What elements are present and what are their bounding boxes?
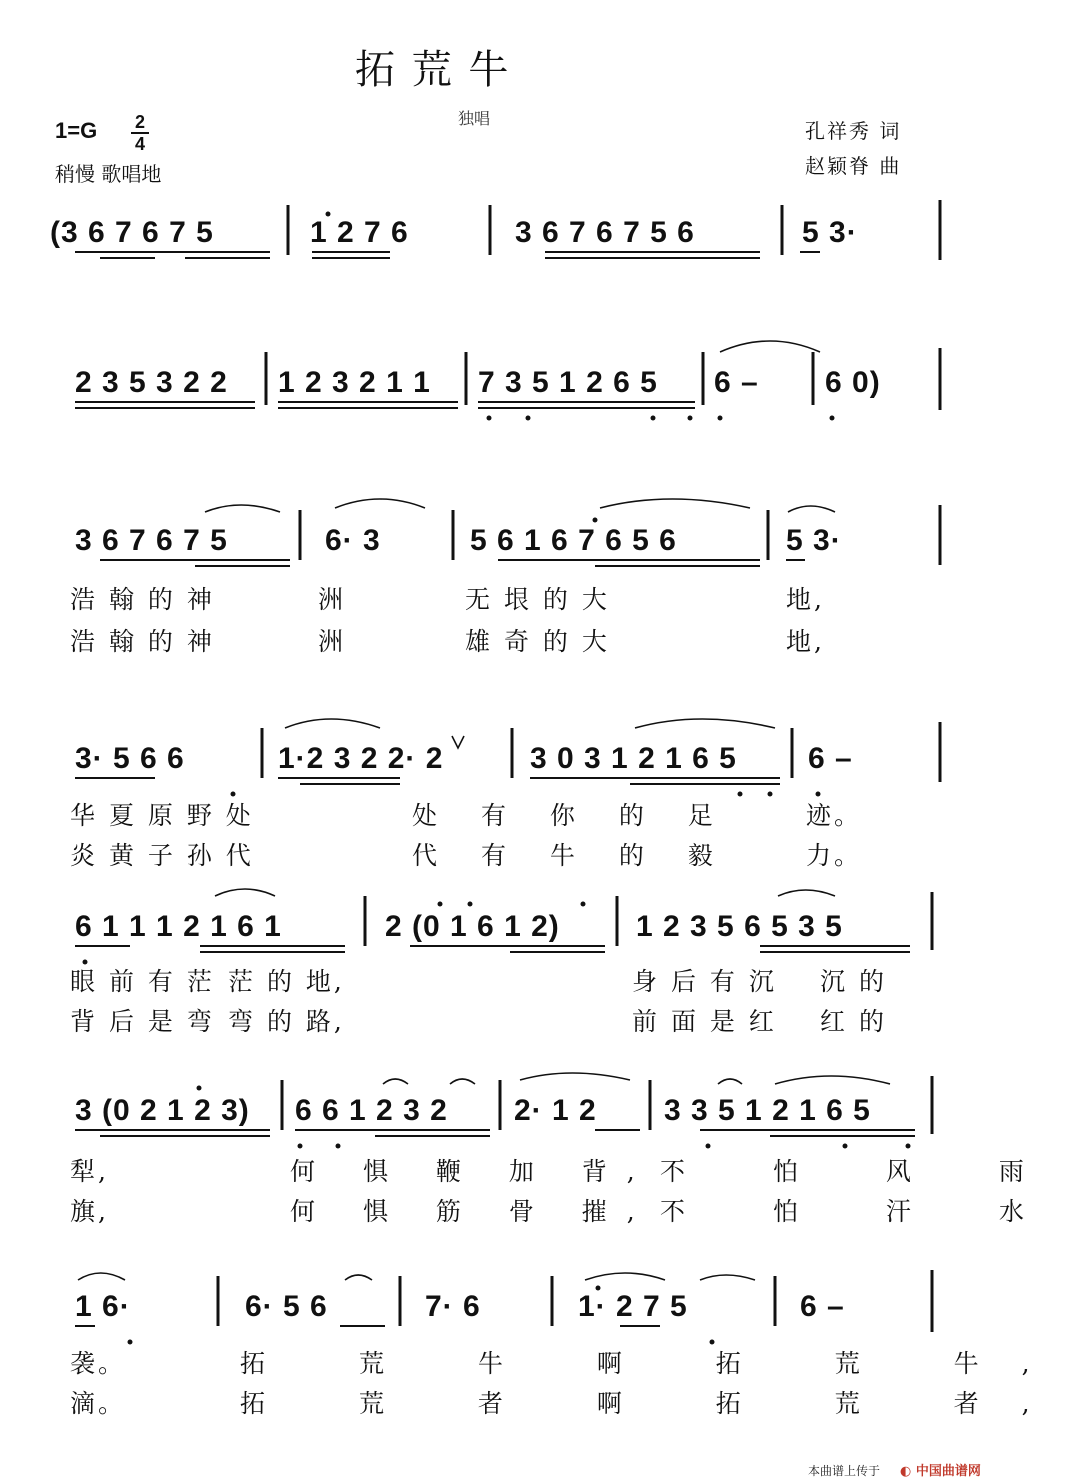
row6-lyric2-a: 旗,: [70, 1197, 109, 1226]
row2-measure3: 7 3 5 1 2 6 5: [478, 366, 658, 399]
row4-lyric1-b: 处 有 你 的 足: [412, 801, 731, 830]
row2-measure5: 6 0): [825, 366, 881, 399]
row3-measure3: 5 6 1 6 7 6 5 6: [470, 524, 677, 557]
row5-measure1: 6 1 1 1 2 1 6 1: [75, 910, 282, 943]
row4-measure2: 1·2 3 2 2· 2: [278, 742, 444, 775]
row7-lyric1-a: 袭。: [70, 1349, 127, 1378]
footer-site-logo[interactable]: [900, 1460, 981, 1479]
row3-lyric2-d: 地,: [786, 627, 825, 656]
row3-lyric1-b: 洲: [318, 585, 347, 614]
row5-lyric1-c: 身 后 有 沉: [632, 967, 777, 996]
slurs: [78, 341, 890, 1280]
row6-measure1: 3 (0 2 1 2 3): [75, 1094, 250, 1127]
row3-lyric1-a: 浩 翰 的 神: [70, 585, 215, 614]
row4-measure1: 3· 5 6 6: [75, 742, 185, 775]
breath-mark: [452, 736, 464, 748]
row6-measure3: 2· 1 2: [514, 1094, 597, 1127]
row7-measure4: 1· 2 7 5: [578, 1290, 688, 1323]
row6-measure2: 6 6 1 2 3 2: [295, 1094, 448, 1127]
row6-lyric1-b: 何 惧 鞭 加 背,: [290, 1157, 655, 1186]
row4-lyric2-b: 代 有 牛 的 毅: [412, 841, 731, 870]
row7-measure3: 7· 6: [425, 1290, 481, 1323]
row6-lyric2-c: 不 怕 汗 水: [660, 1197, 1064, 1226]
row5-lyric1-a: 眼 前 有 茫: [70, 967, 215, 996]
row4-lyric1-a: 华 夏 原 野 处: [70, 801, 254, 830]
row3-lyric1-c: 无 垠 的 大: [465, 585, 610, 614]
row5-lyric1-d: 沉 的: [820, 967, 887, 996]
row3-lyric2-c: 雄 奇 的 大: [465, 627, 610, 656]
performance-type: 独唱: [458, 109, 491, 128]
row2-measure2: 1 2 3 2 1 1: [278, 366, 431, 399]
row5-lyric2-d: 红 的: [820, 1007, 887, 1036]
page-title: 拓 荒 牛: [355, 47, 511, 93]
octave-dots: [83, 212, 911, 1345]
row3-lyric2-b: 洲: [318, 627, 347, 656]
row3-lyric2-a: 浩 翰 的 神: [70, 627, 215, 656]
row5-measure2: 2 (0 1 6 1 2): [385, 910, 560, 943]
row7-measure1: 1 6·: [75, 1290, 131, 1323]
key-signature: 1=G: [55, 118, 98, 143]
row4-lyric2-c: 力。: [806, 841, 863, 870]
row4-lyric1-c: 迹。: [806, 801, 863, 830]
time-signature-top: 2: [134, 112, 145, 132]
row5-lyric2-c: 前 面 是 红: [632, 1007, 777, 1036]
row6-lyric1-c: 不 怕 风 雨: [660, 1157, 1064, 1186]
bar-lines: [218, 200, 940, 1332]
row7-lyric2-a: 滴。: [70, 1389, 127, 1418]
row3-measure4: 5 3·: [786, 524, 842, 557]
row6-measure4: 3 3 5 1 2 1 6 5: [664, 1094, 871, 1127]
row3-measure2: 6· 3: [325, 524, 381, 557]
footer-site-name: 中国曲谱网: [915, 1464, 981, 1479]
row1-measure2: 1 2 7 6: [310, 216, 409, 249]
row7-measure5: 6 –: [800, 1290, 845, 1323]
row3-lyric1-d: 地,: [786, 585, 825, 614]
row2-measure1: 2 3 5 3 2 2: [75, 366, 228, 399]
row7-lyric1-b: 拓 荒 牛 啊 拓 荒 牛,: [240, 1349, 1073, 1378]
footer-upload-text: 本曲谱上传于: [808, 1464, 881, 1478]
row5-measure3: 1 2 3 5 6 5 3 5: [636, 910, 843, 943]
row4-measure3: 3 0 3 1 2 1 6 5: [530, 742, 737, 775]
row4-lyric2-a: 炎 黄 子 孙 代: [70, 841, 254, 870]
tempo-marking: 稍慢 歌唱地: [55, 162, 162, 186]
composer-credit: 赵颖脊 曲: [805, 154, 902, 178]
row5-lyric2-b: 弯 的 路,: [228, 1007, 345, 1036]
row6-lyric2-b: 何 惧 筋 骨 摧,: [290, 1197, 655, 1226]
lyricist-credit: 孔祥秀 词: [805, 119, 902, 143]
row2-measure4: 6 –: [714, 366, 759, 399]
site-logo-icon: ◐: [900, 1464, 912, 1479]
row5-lyric2-a: 背 后 是 弯: [70, 1007, 215, 1036]
row1-measure3: 3 6 7 6 7 5 6: [515, 216, 695, 249]
row7-measure2: 6· 5 6: [245, 1290, 328, 1323]
time-signature-bottom: 4: [134, 134, 145, 154]
row7-lyric2-b: 拓 荒 者 啊 拓 荒 者,: [240, 1389, 1073, 1418]
row3-measure1: 3 6 7 6 7 5: [75, 524, 228, 557]
row1-measure1: (3 6 7 6 7 5: [50, 216, 214, 249]
row1-measure4: 5 3·: [802, 216, 858, 249]
row5-lyric1-b: 茫 的 地,: [228, 967, 345, 996]
beams: [75, 252, 915, 1326]
row4-measure4: 6 –: [808, 742, 853, 775]
row6-lyric1-a: 犁,: [70, 1157, 109, 1186]
